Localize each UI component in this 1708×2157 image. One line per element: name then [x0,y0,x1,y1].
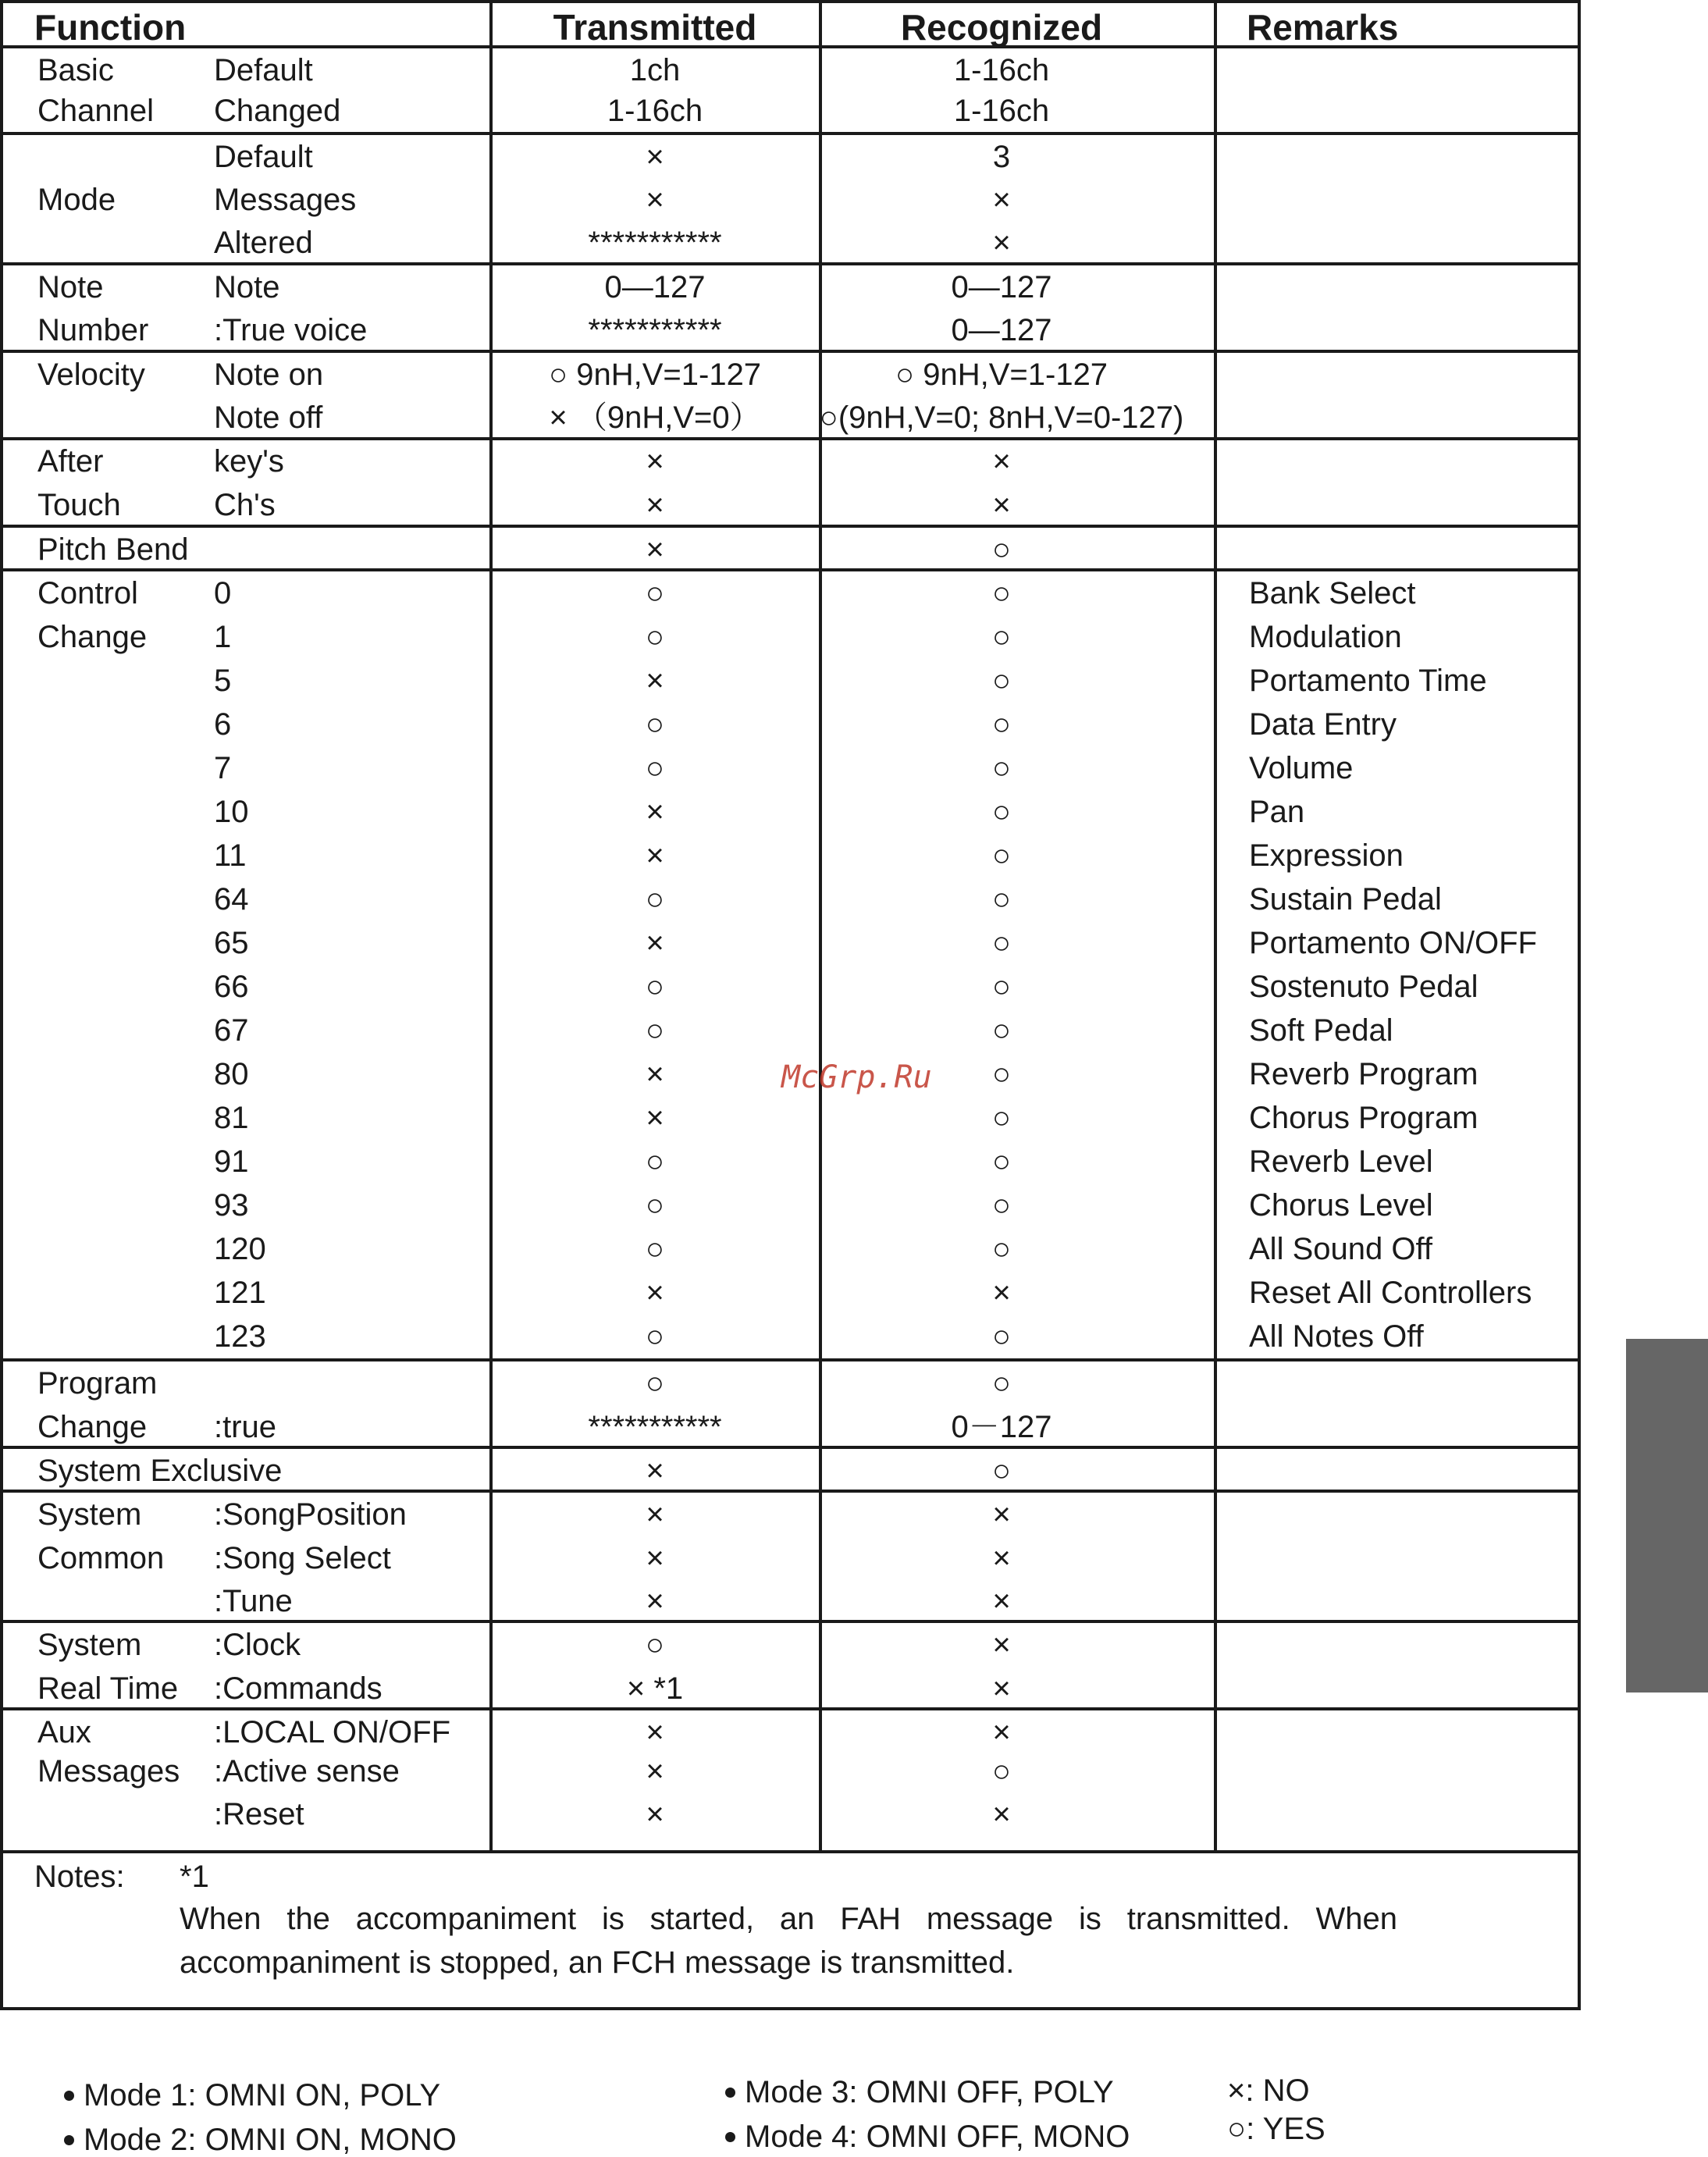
recognized-value: ○ [991,707,1012,742]
recognized-value: ○ [991,1454,1012,1488]
transmitted-value: ○ [645,576,665,610]
function-sub-label: :Commands [214,1671,383,1706]
function-label: Channel [37,94,155,128]
recognized-value: ○ [991,970,1012,1004]
function-label: Messages [37,1754,180,1789]
remark-text: Reset All Controllers [1249,1276,1532,1310]
function-sub-label: :true [214,1410,277,1444]
recognized-value: × [992,226,1011,260]
recognized-value: ○ [991,1188,1012,1223]
function-label: Real Time [37,1671,179,1706]
function-sub-label: Note [214,270,280,304]
transmitted-value: × [646,795,664,829]
header-transmitted: Transmitted [553,7,757,48]
function-sub-label: Altered [214,226,313,260]
recognized-value: ○ [991,1013,1012,1048]
function-sub-label: 7 [214,751,232,785]
function-sub-label: :Song Select [214,1541,391,1575]
transmitted-value: × [646,140,664,174]
recognized-value: × [992,1628,1011,1662]
transmitted-value: × （9nH,V=0） [549,400,761,435]
recognized-value: ○ [991,882,1012,917]
transmitted-value: × *1 [626,1671,684,1706]
recognized-value: ○ [991,576,1012,610]
transmitted-value: *********** [588,226,722,260]
recognized-value: 0—127 [951,270,1052,304]
recognized-value: ○ [991,751,1012,785]
recognized-value: 3 [992,140,1011,174]
recognized-value: ○ [991,838,1012,873]
transmitted-value: ○ [645,1188,665,1223]
function-label: Basic [37,53,114,87]
recognized-value: × [992,1671,1011,1706]
recognized-value: ○(9nH,V=0; 8nH,V=0-127) [819,400,1184,435]
function-sub-label: :Active sense [214,1754,400,1789]
transmitted-value: × [646,532,664,567]
function-label: After [37,444,104,479]
transmitted-value: *********** [588,1410,722,1444]
transmitted-value: × [646,664,664,698]
row-divider [3,568,1578,571]
function-sub-label: 81 [214,1101,249,1135]
function-sub-label: Default [214,53,313,87]
transmitted-value: ○ 9nH,V=1-127 [548,358,762,392]
function-sub-label: key's [214,444,284,479]
bullet-icon [725,2132,735,2142]
remark-text: Reverb Level [1249,1144,1433,1179]
remark-text: All Sound Off [1249,1232,1432,1266]
function-sub-label: :SongPosition [214,1497,407,1532]
function-sub-label: :Tune [214,1584,293,1618]
transmitted-value: ○ [645,707,665,742]
function-sub-label: 80 [214,1057,249,1091]
transmitted-value: × [646,1057,664,1091]
recognized-value: × [992,444,1011,479]
legend-mode-2-label: Mode 2: OMNI ON, MONO [84,2123,457,2157]
recognized-value: × [992,1797,1011,1831]
recognized-value: ○ 9nH,V=1-127 [895,358,1108,392]
header-recognized: Recognized [900,7,1103,48]
function-label: Change [37,620,148,654]
transmitted-value: × [646,183,664,217]
row-divider [3,437,1578,440]
function-sub-label: :Reset [214,1797,304,1831]
legend-mode-4 [725,2121,1130,2152]
transmitted-value: 0—127 [604,270,706,304]
transmitted-value: ○ [645,1144,665,1179]
bullet-icon [64,2135,74,2145]
function-sub-label: Ch's [214,488,276,522]
transmitted-value: ○ [645,751,665,785]
remark-text: Volume [1249,751,1354,785]
function-sub-label: 11 [214,838,247,873]
function-sub-label: :LOCAL ON/OFF [214,1715,451,1749]
recognized-value: ○ [991,1232,1012,1266]
function-sub-label: 6 [214,707,232,742]
watermark-text: McGrp.Ru [781,1059,932,1095]
transmitted-value: × [646,1454,664,1488]
function-sub-label: 1 [214,620,232,654]
transmitted-value: ○ [645,1232,665,1266]
function-label: Change [37,1410,148,1444]
header-remarks: Remarks [1247,7,1399,48]
function-sub-label: :True voice [214,313,368,347]
function-label: Control [37,576,138,610]
transmitted-value: × [646,1541,664,1575]
recognized-value: 1-16ch [953,53,1050,87]
row-divider [3,132,1578,135]
legend-yes: ○: YES [1227,2112,1325,2146]
function-sub-label: 67 [214,1013,249,1048]
function-sub-label: Default [214,140,313,174]
recognized-value: × [992,1584,1011,1618]
recognized-value: ○ [991,795,1012,829]
bullet-icon [64,2091,74,2101]
transmitted-value: × [646,926,664,960]
function-label: System [37,1628,142,1662]
recognized-value: ○ [991,664,1012,698]
function-sub-label: 66 [214,970,249,1004]
legend-no: ×: NO [1227,2073,1310,2108]
function-sub-label: Note off [214,400,323,435]
row-divider [3,1620,1578,1623]
function-label: Pitch Bend [37,532,189,567]
remark-text: Modulation [1249,620,1402,654]
row-divider [3,262,1578,265]
transmitted-value: ○ [645,970,665,1004]
function-label: Note [37,270,104,304]
function-label: Velocity [37,358,145,392]
column-divider [1214,3,1217,1853]
legend-mode-2 [64,2124,457,2155]
recognized-value: ○ [991,532,1012,567]
transmitted-value: × [646,1715,664,1749]
function-sub-label: :Clock [214,1628,301,1662]
transmitted-value: × [646,1276,664,1310]
function-label: System [37,1497,142,1532]
recognized-value: × [992,488,1011,522]
legend-mode-3 [725,2077,1114,2108]
side-tab [1626,1339,1708,1692]
transmitted-value: ○ [645,620,665,654]
bullet-icon [725,2088,735,2098]
recognized-value: ○ [991,1366,1012,1401]
row-divider [3,1850,1578,1853]
function-sub-label: 123 [214,1319,266,1354]
function-label: Program [37,1366,158,1401]
row-divider [3,1358,1578,1361]
legend-mode-4-label: Mode 4: OMNI OFF, MONO [745,2120,1130,2154]
transmitted-value: × [646,1101,664,1135]
remark-text: Sostenuto Pedal [1249,970,1478,1004]
function-sub-label: Messages [214,183,357,217]
recognized-value: ○ [991,1144,1012,1179]
legend-mode-1-label: Mode 1: OMNI ON, POLY [84,2078,441,2113]
recognized-value: ○ [991,1319,1012,1354]
notes-label: Notes: [34,1860,125,1894]
function-sub-label: 121 [214,1276,266,1310]
function-sub-label: 10 [214,795,249,829]
transmitted-value: × [646,1754,664,1789]
recognized-value: 0－127 [951,1410,1052,1444]
remark-text: Bank Select [1249,576,1416,610]
function-sub-label: Note on [214,358,324,392]
row-divider [3,1446,1578,1449]
transmitted-value: ○ [645,1366,665,1401]
recognized-value: × [992,183,1011,217]
transmitted-value: × [646,488,664,522]
transmitted-value: ○ [645,1013,665,1048]
header-function: Function [34,7,187,48]
function-sub-label: 5 [214,664,232,698]
transmitted-value: ○ [645,882,665,917]
remark-text: Portamento ON/OFF [1249,926,1537,960]
remark-text: Sustain Pedal [1249,882,1442,917]
row-divider [3,350,1578,353]
function-label: Number [37,313,149,347]
recognized-value: 0—127 [951,313,1052,347]
recognized-value: × [992,1276,1011,1310]
transmitted-value: × [646,1797,664,1831]
function-sub-label: 65 [214,926,249,960]
recognized-value: ○ [991,926,1012,960]
recognized-value: ○ [991,1101,1012,1135]
remark-text: All Notes Off [1249,1319,1424,1354]
function-sub-label: 64 [214,882,249,917]
function-label: Touch [37,488,121,522]
transmitted-value: × [646,444,664,479]
function-sub-label: 120 [214,1232,266,1266]
row-divider [3,525,1578,528]
legend-mode-3-label: Mode 3: OMNI OFF, POLY [745,2075,1114,2109]
recognized-value: ○ [991,620,1012,654]
function-label: Mode [37,183,116,217]
row-divider [3,1707,1578,1710]
column-divider [489,3,493,1853]
remark-text: Expression [1249,838,1404,873]
remark-text: Pan [1249,795,1305,829]
notes-reference: *1 [180,1860,209,1894]
function-label: Aux [37,1715,91,1749]
transmitted-value: × [646,838,664,873]
function-sub-label: 91 [214,1144,249,1179]
function-label: Common [37,1541,165,1575]
transmitted-value: *********** [588,313,722,347]
function-label: System Exclusive [37,1454,283,1488]
transmitted-value: × [646,1497,664,1532]
recognized-value: × [992,1497,1011,1532]
recognized-value: × [992,1715,1011,1749]
remark-text: Portamento Time [1249,664,1487,698]
transmitted-value: × [646,1584,664,1618]
remark-text: Chorus Program [1249,1101,1478,1135]
recognized-value: × [992,1541,1011,1575]
column-divider [819,3,822,1853]
row-divider [3,45,1578,48]
legend-mode-1 [64,2080,440,2111]
remark-text: Soft Pedal [1249,1013,1393,1048]
transmitted-value: ○ [645,1628,665,1662]
recognized-value: ○ [991,1754,1012,1789]
notes-text: When the accompaniment is started, an FAH message is transmitted. When accompaniment is stopped, an FCH message is transmitted. [180,1902,1397,1980]
remark-text: Data Entry [1249,707,1397,742]
function-sub-label: Changed [214,94,341,128]
function-sub-label: 0 [214,576,232,610]
remark-text: Reverb Program [1249,1057,1478,1091]
remark-text: Chorus Level [1249,1188,1433,1223]
transmitted-value: 1ch [629,53,681,87]
recognized-value: 1-16ch [953,94,1050,128]
transmitted-value: ○ [645,1319,665,1354]
function-sub-label: 93 [214,1188,249,1223]
transmitted-value: 1-16ch [607,94,703,128]
row-divider [3,1490,1578,1493]
recognized-value: ○ [991,1057,1012,1091]
